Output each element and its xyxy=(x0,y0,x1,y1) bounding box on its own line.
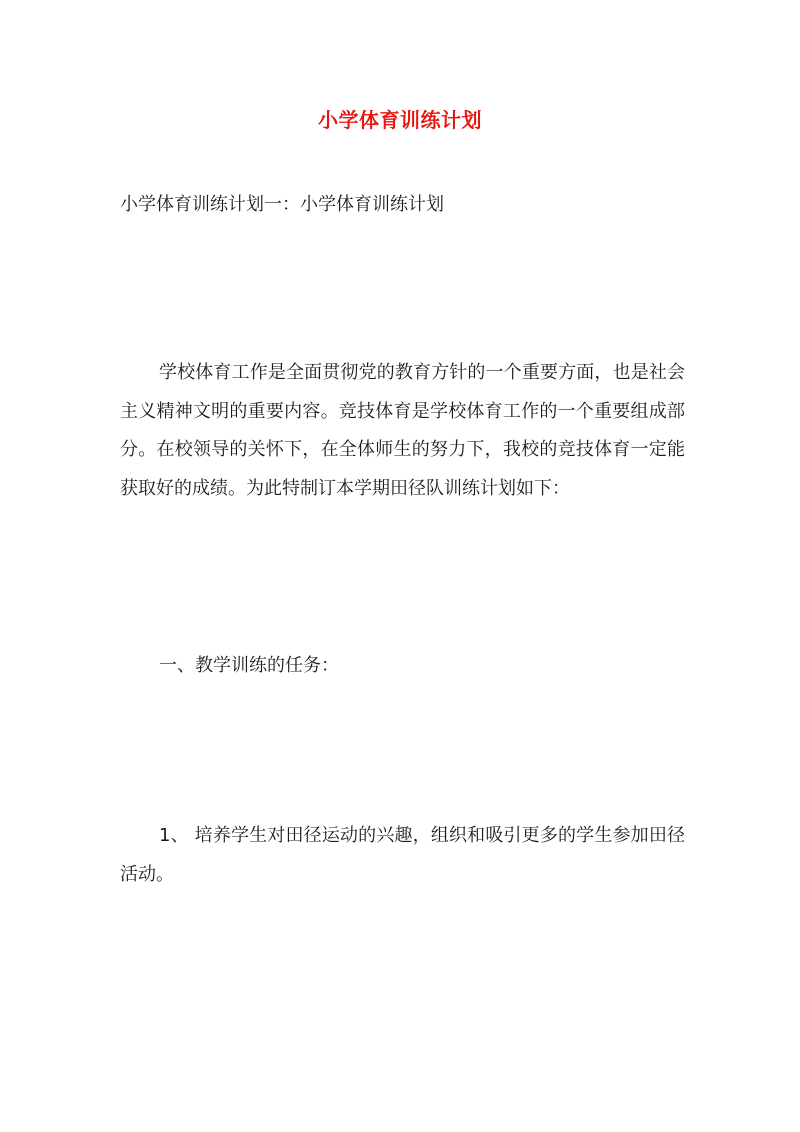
section-heading: 一、教学训练的任务： xyxy=(159,655,339,676)
intro-paragraph: 学校体育工作是全面贯彻党的教育方针的一个重要方面，也是社会主义精神文明的重要内容。竞技体育是学校体育工作的一个重要组成部分。在校领导的关怀下，在全体师生的努力下，我校的竞技体育一定能获取好的成绩。为此特制订本学期田径队训练计划如下： xyxy=(120,362,685,499)
list-item: 1、 培养学生对田径运动的兴趣，组织和吸引更多的学生参加田径活动。 xyxy=(120,825,685,885)
document-subtitle: 小学体育训练计划一：小学体育训练计划 xyxy=(120,194,444,215)
document-title: 小学体育训练计划 xyxy=(318,108,482,132)
